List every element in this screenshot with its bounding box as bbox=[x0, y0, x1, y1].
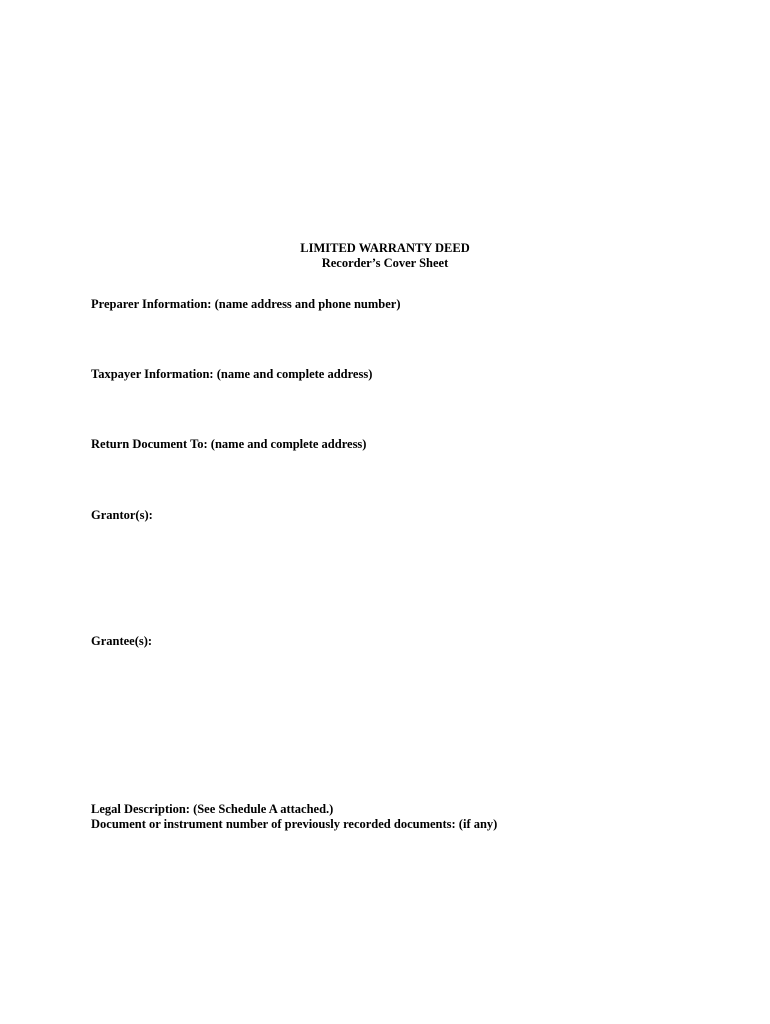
document-number-label: Document or instrument number of previously recorded documents: (if any) bbox=[91, 817, 498, 831]
grantor-label: Grantor(s): bbox=[91, 508, 153, 522]
legal-description-label: Legal Description: (See Schedule A attached.) bbox=[91, 802, 334, 816]
document-subtitle: Recorder’s Cover Sheet bbox=[321, 256, 449, 270]
return-document-to-label: Return Document To: (name and complete address) bbox=[91, 437, 367, 451]
grantee-label: Grantee(s): bbox=[91, 634, 153, 648]
document-title: LIMITED WARRANTY DEED bbox=[300, 241, 470, 255]
preparer-information-label: Preparer Information: (name address and phone number) bbox=[91, 297, 401, 311]
taxpayer-information-label: Taxpayer Information: (name and complete address) bbox=[91, 367, 373, 381]
